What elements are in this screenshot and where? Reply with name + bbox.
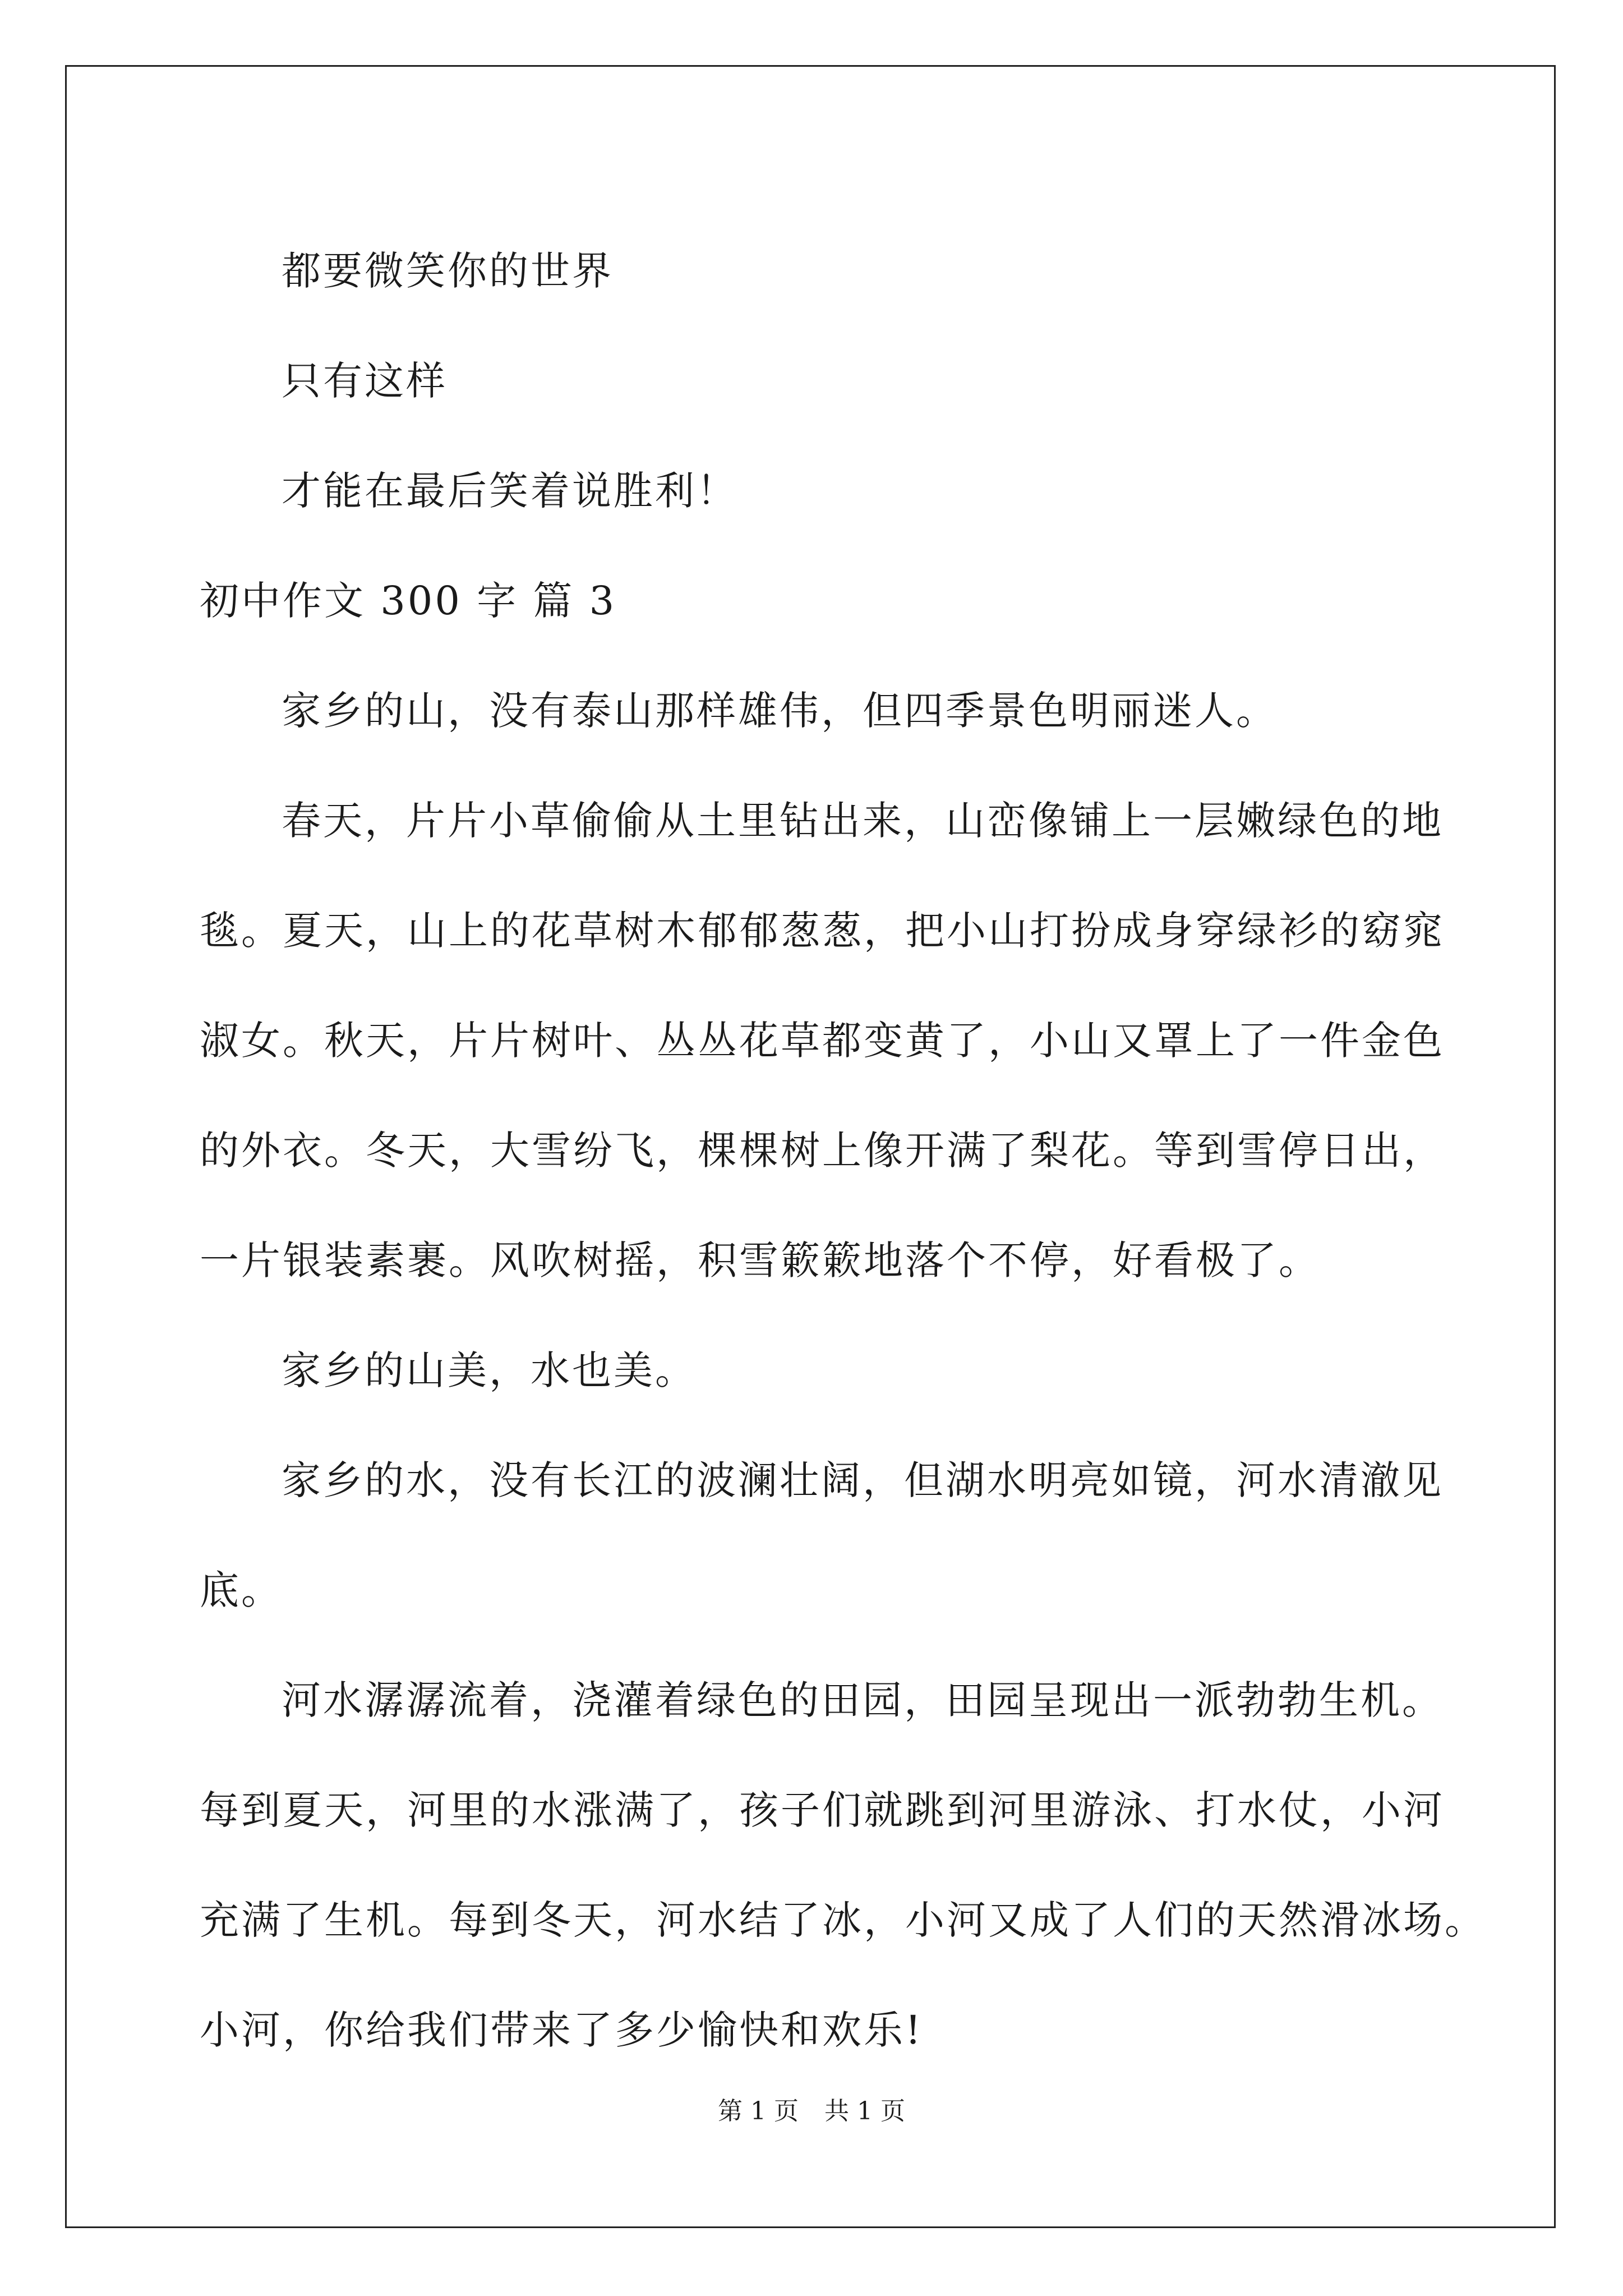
text-line: 家乡的山，没有泰山那样雄伟，但四季景色明丽迷人。 xyxy=(282,688,1278,734)
text-line: 小河，你给我们带来了多少愉快和欢乐! xyxy=(200,2007,924,2053)
text-line: 家乡的山美，水也美。 xyxy=(282,1347,697,1393)
text-line: 一片银装素裹。风吹树摇，积雪簌簌地落个不停，好看极了。 xyxy=(200,1237,1320,1283)
text-line: 底。 xyxy=(200,1567,283,1613)
text-line: 家乡的水，没有长江的波澜壮阔，但湖水明亮如镜，河水清澈见 xyxy=(282,1457,1444,1503)
text-line: 都要微笑你的世界 xyxy=(282,248,614,294)
page-footer xyxy=(0,2095,1623,2128)
document-body xyxy=(200,216,1486,2085)
text-line: 每到夏天，河里的水涨满了，孩子们就跳到河里游泳、打水仗，小河 xyxy=(200,1787,1445,1833)
text-line: 春天，片片小草偷偷从土里钻出来，山峦像铺上一层嫩绿色的地 xyxy=(282,798,1444,844)
text-line: 充满了生机。每到冬天，河水结了冰，小河又成了人们的天然滑冰场。 xyxy=(200,1897,1486,1943)
text-line: 淑女。秋天，片片树叶、丛丛花草都变黄了，小山又罩上了一件金色 xyxy=(200,1018,1445,1064)
text-line: 河水潺潺流着，浇灌着绿色的田园，田园呈现出一派勃勃生机。 xyxy=(282,1677,1444,1723)
text-line: 只有这样 xyxy=(282,358,448,404)
text-line: 的外衣。冬天，大雪纷飞，棵棵树上像开满了梨花。等到雪停日出， xyxy=(200,1128,1445,1174)
text-line: 毯。夏天，山上的花草树木郁郁葱葱，把小山打扮成身穿绿衫的窈窕 xyxy=(200,908,1445,954)
text-line: 才能在最后笑着说胜利！ xyxy=(282,468,738,514)
page-total: 共 1 页 xyxy=(824,2097,905,2125)
page-number: 第 1 页 xyxy=(718,2097,799,2125)
section-heading: 初中作文 300 字 篇 3 xyxy=(200,578,617,624)
